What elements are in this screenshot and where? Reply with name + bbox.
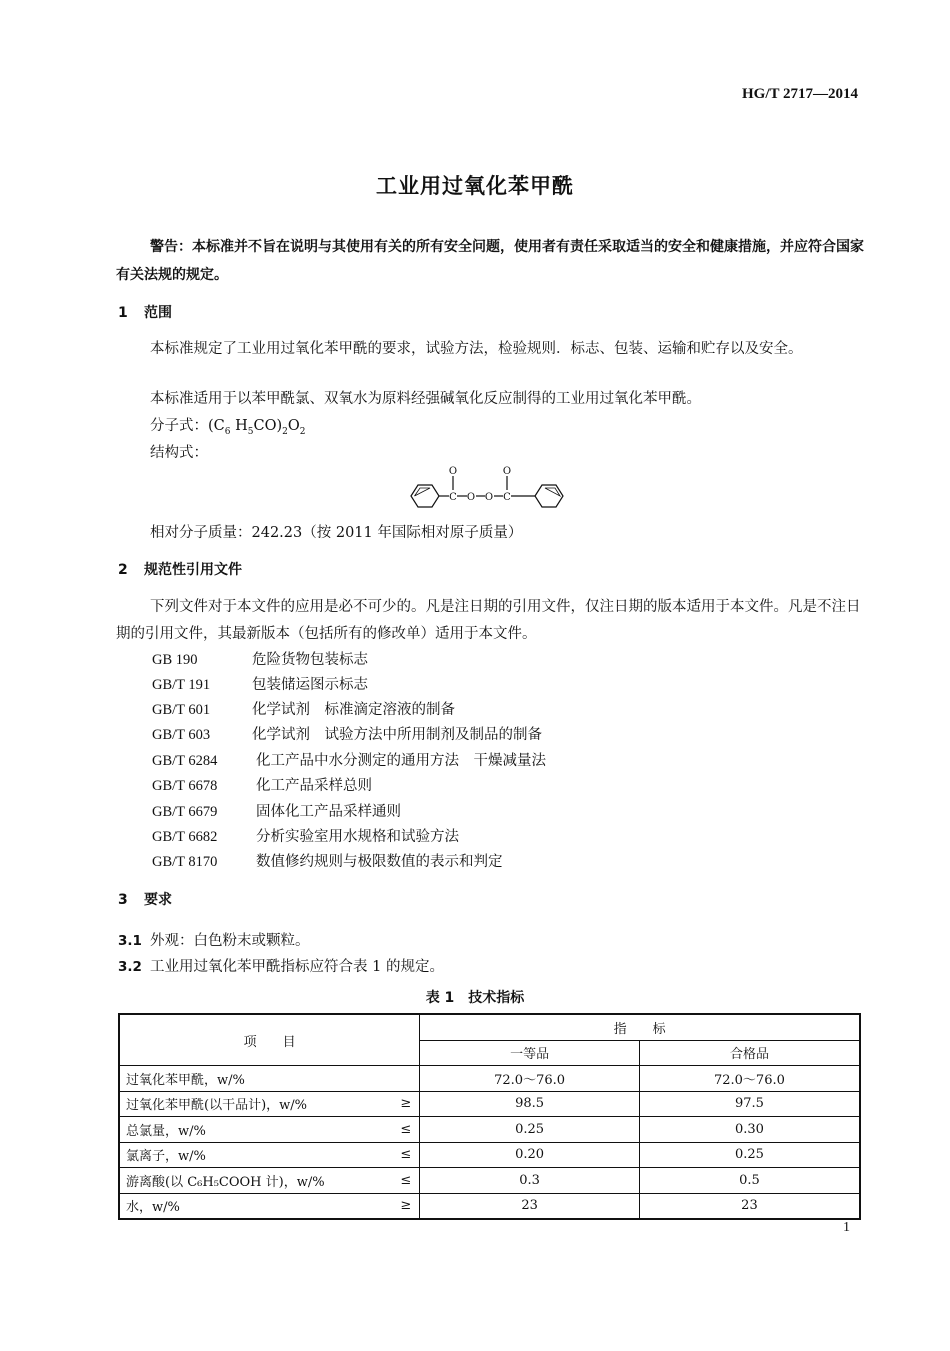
table-row bbox=[119, 1117, 860, 1143]
ref-code: GB/T 601 bbox=[152, 702, 211, 718]
molecular-mass bbox=[150, 521, 522, 542]
row-grade-2-value: 0.25 bbox=[639, 1142, 860, 1168]
header-grade-1: 一等品 bbox=[420, 1040, 640, 1066]
row-symbol: ≥ bbox=[384, 1091, 420, 1117]
structure-label: 结构式： bbox=[150, 445, 208, 461]
row-grade-1-value: 0.3 bbox=[420, 1168, 640, 1194]
section-title: 规范性引用文件 bbox=[144, 562, 242, 578]
reference-item bbox=[152, 774, 372, 795]
requirement-text: 工业用过氧化苯甲酰指标应符合表 1 的规定。 bbox=[150, 959, 444, 975]
reference-item bbox=[152, 850, 503, 871]
requirement-number: 3.2 bbox=[118, 959, 142, 975]
table-row bbox=[119, 1168, 860, 1194]
mass-label: 相对分子质量： bbox=[150, 525, 252, 541]
row-item: 过氧化苯甲酰(以干品计)，w/% bbox=[119, 1091, 384, 1117]
ref-code: GB/T 8170 bbox=[152, 854, 218, 870]
ref-title: 固体化工产品采样通则 bbox=[256, 804, 401, 820]
row-grade-1-value: 0.20 bbox=[420, 1142, 640, 1168]
ref-code: GB/T 6679 bbox=[152, 804, 218, 820]
ref-title: 包装储运图示标志 bbox=[252, 677, 368, 693]
reference-item bbox=[152, 673, 368, 694]
row-symbol bbox=[384, 1066, 420, 1092]
table-caption: 表 1 技术指标 bbox=[425, 990, 525, 1006]
ref-code: GB/T 603 bbox=[152, 727, 211, 743]
page-number: 1 bbox=[843, 1220, 850, 1235]
section-2-heading bbox=[118, 559, 242, 579]
row-grade-1-value: 23 bbox=[420, 1193, 640, 1219]
reference-item bbox=[152, 800, 401, 821]
section-title: 要求 bbox=[144, 892, 172, 908]
ref-code: GB 190 bbox=[152, 652, 198, 668]
table-row bbox=[119, 1066, 860, 1092]
section-3-heading bbox=[118, 889, 172, 909]
table-row bbox=[119, 1091, 860, 1117]
header-item: 项 目 bbox=[119, 1014, 420, 1066]
peroxide-oxygen-2: O bbox=[484, 492, 494, 503]
warning-paragraph: 警告：本标准并不旨在说明与其使用有关的所有安全问题，使用者有责任采取适当的安全和健康措施，并应符合国家有关法规的规定。 bbox=[116, 239, 864, 283]
requirement-item bbox=[118, 929, 310, 950]
carbon-left: C bbox=[449, 492, 457, 503]
row-grade-2-value: 23 bbox=[639, 1193, 860, 1219]
row-grade-2-value: 0.30 bbox=[639, 1117, 860, 1143]
table-header-row bbox=[119, 1014, 860, 1040]
row-grade-2-value: 97.5 bbox=[639, 1091, 860, 1117]
ref-code: GB/T 191 bbox=[152, 677, 211, 693]
molecular-formula: 分子式：($C_6$ $H_5CO)_2O_2$ bbox=[150, 418, 306, 437]
row-item: 过氧化苯甲酰，w/% bbox=[119, 1066, 384, 1092]
row-item: 水，w/% bbox=[119, 1193, 384, 1219]
section-number: 1 bbox=[118, 305, 128, 321]
table-row bbox=[119, 1193, 860, 1219]
row-symbol: ≤ bbox=[384, 1168, 420, 1194]
mass-value: 242.23 bbox=[251, 525, 303, 541]
reference-item bbox=[152, 825, 459, 846]
scope-paragraph-2: 本标准适用于以苯甲酰氯、双氧水为原料经强碱氧化反应制得的工业用过氧化苯甲酰。 bbox=[150, 391, 701, 407]
row-grade-1-value: 98.5 bbox=[420, 1091, 640, 1117]
ref-title: 化工产品中水分测定的通用方法 干燥减量法 bbox=[256, 753, 546, 769]
carbonyl-oxygen-right: O bbox=[502, 466, 512, 477]
ref-title: 化学试剂 试验方法中所用制剂及制品的制备 bbox=[252, 727, 542, 743]
header-index: 指 标 bbox=[420, 1014, 860, 1040]
requirement-text: 外观：白色粉末或颗粒。 bbox=[150, 933, 310, 949]
row-item: 游离酸(以 C₆H₅COOH 计)，w/% bbox=[119, 1168, 384, 1194]
section-title: 范围 bbox=[144, 305, 172, 321]
ref-title: 化学试剂 标准滴定溶液的制备 bbox=[252, 702, 455, 718]
table-row bbox=[119, 1142, 860, 1168]
section-1-heading bbox=[118, 302, 172, 322]
row-item: 总氯量，w/% bbox=[119, 1117, 384, 1143]
reference-item bbox=[152, 723, 542, 744]
scope-paragraph-1: 本标准规定了工业用过氧化苯甲酰的要求，试验方法，检验规则．标志、包装、运输和贮存以及安全。 bbox=[150, 341, 803, 357]
ref-title: 分析实验室用水规格和试验方法 bbox=[256, 829, 459, 845]
ref-title: 数值修约规则与极限数值的表示和判定 bbox=[256, 854, 503, 870]
reference-item bbox=[152, 648, 368, 669]
row-grade-1-value: 72.0～76.0 bbox=[420, 1066, 640, 1092]
row-symbol: ≤ bbox=[384, 1142, 420, 1168]
carbon-right: C bbox=[503, 492, 511, 503]
carbonyl-oxygen-left: O bbox=[448, 466, 458, 477]
ref-code: GB/T 6678 bbox=[152, 778, 218, 794]
ref-title: 化工产品采样总则 bbox=[256, 778, 372, 794]
reference-item bbox=[152, 698, 455, 719]
references-intro: 下列文件对于本文件的应用是必不可少的。凡是注日期的引用文件，仅注日期的版本适用于本文件。凡是不注日期的引用文件，其最新版本（包括所有的修改单）适用于本文件。 bbox=[116, 599, 861, 642]
reference-item bbox=[152, 749, 546, 770]
ref-code: GB/T 6682 bbox=[152, 829, 218, 845]
peroxide-oxygen-1: O bbox=[466, 492, 476, 503]
technical-spec-table bbox=[118, 1013, 861, 1220]
mass-note: （按 2011 年国际相对原子质量） bbox=[302, 525, 523, 541]
row-grade-2-value: 72.0～76.0 bbox=[639, 1066, 860, 1092]
row-symbol: ≥ bbox=[384, 1193, 420, 1219]
section-number: 2 bbox=[118, 562, 128, 578]
standard-number: HG/T 2717—2014 bbox=[742, 86, 858, 102]
section-number: 3 bbox=[118, 892, 128, 908]
row-grade-2-value: 0.5 bbox=[639, 1168, 860, 1194]
ref-code: GB/T 6284 bbox=[152, 753, 218, 769]
row-item: 氯离子，w/% bbox=[119, 1142, 384, 1168]
header-grade-2: 合格品 bbox=[639, 1040, 860, 1066]
requirement-number: 3.1 bbox=[118, 933, 142, 949]
formula-label: 分子式： bbox=[150, 418, 208, 434]
row-grade-1-value: 0.25 bbox=[420, 1117, 640, 1143]
ref-title: 危险货物包装标志 bbox=[252, 652, 368, 668]
row-symbol: ≤ bbox=[384, 1117, 420, 1143]
requirement-item bbox=[118, 955, 444, 976]
page-title: 工业用过氧化苯甲酰 bbox=[376, 174, 574, 198]
structural-formula bbox=[405, 464, 575, 516]
